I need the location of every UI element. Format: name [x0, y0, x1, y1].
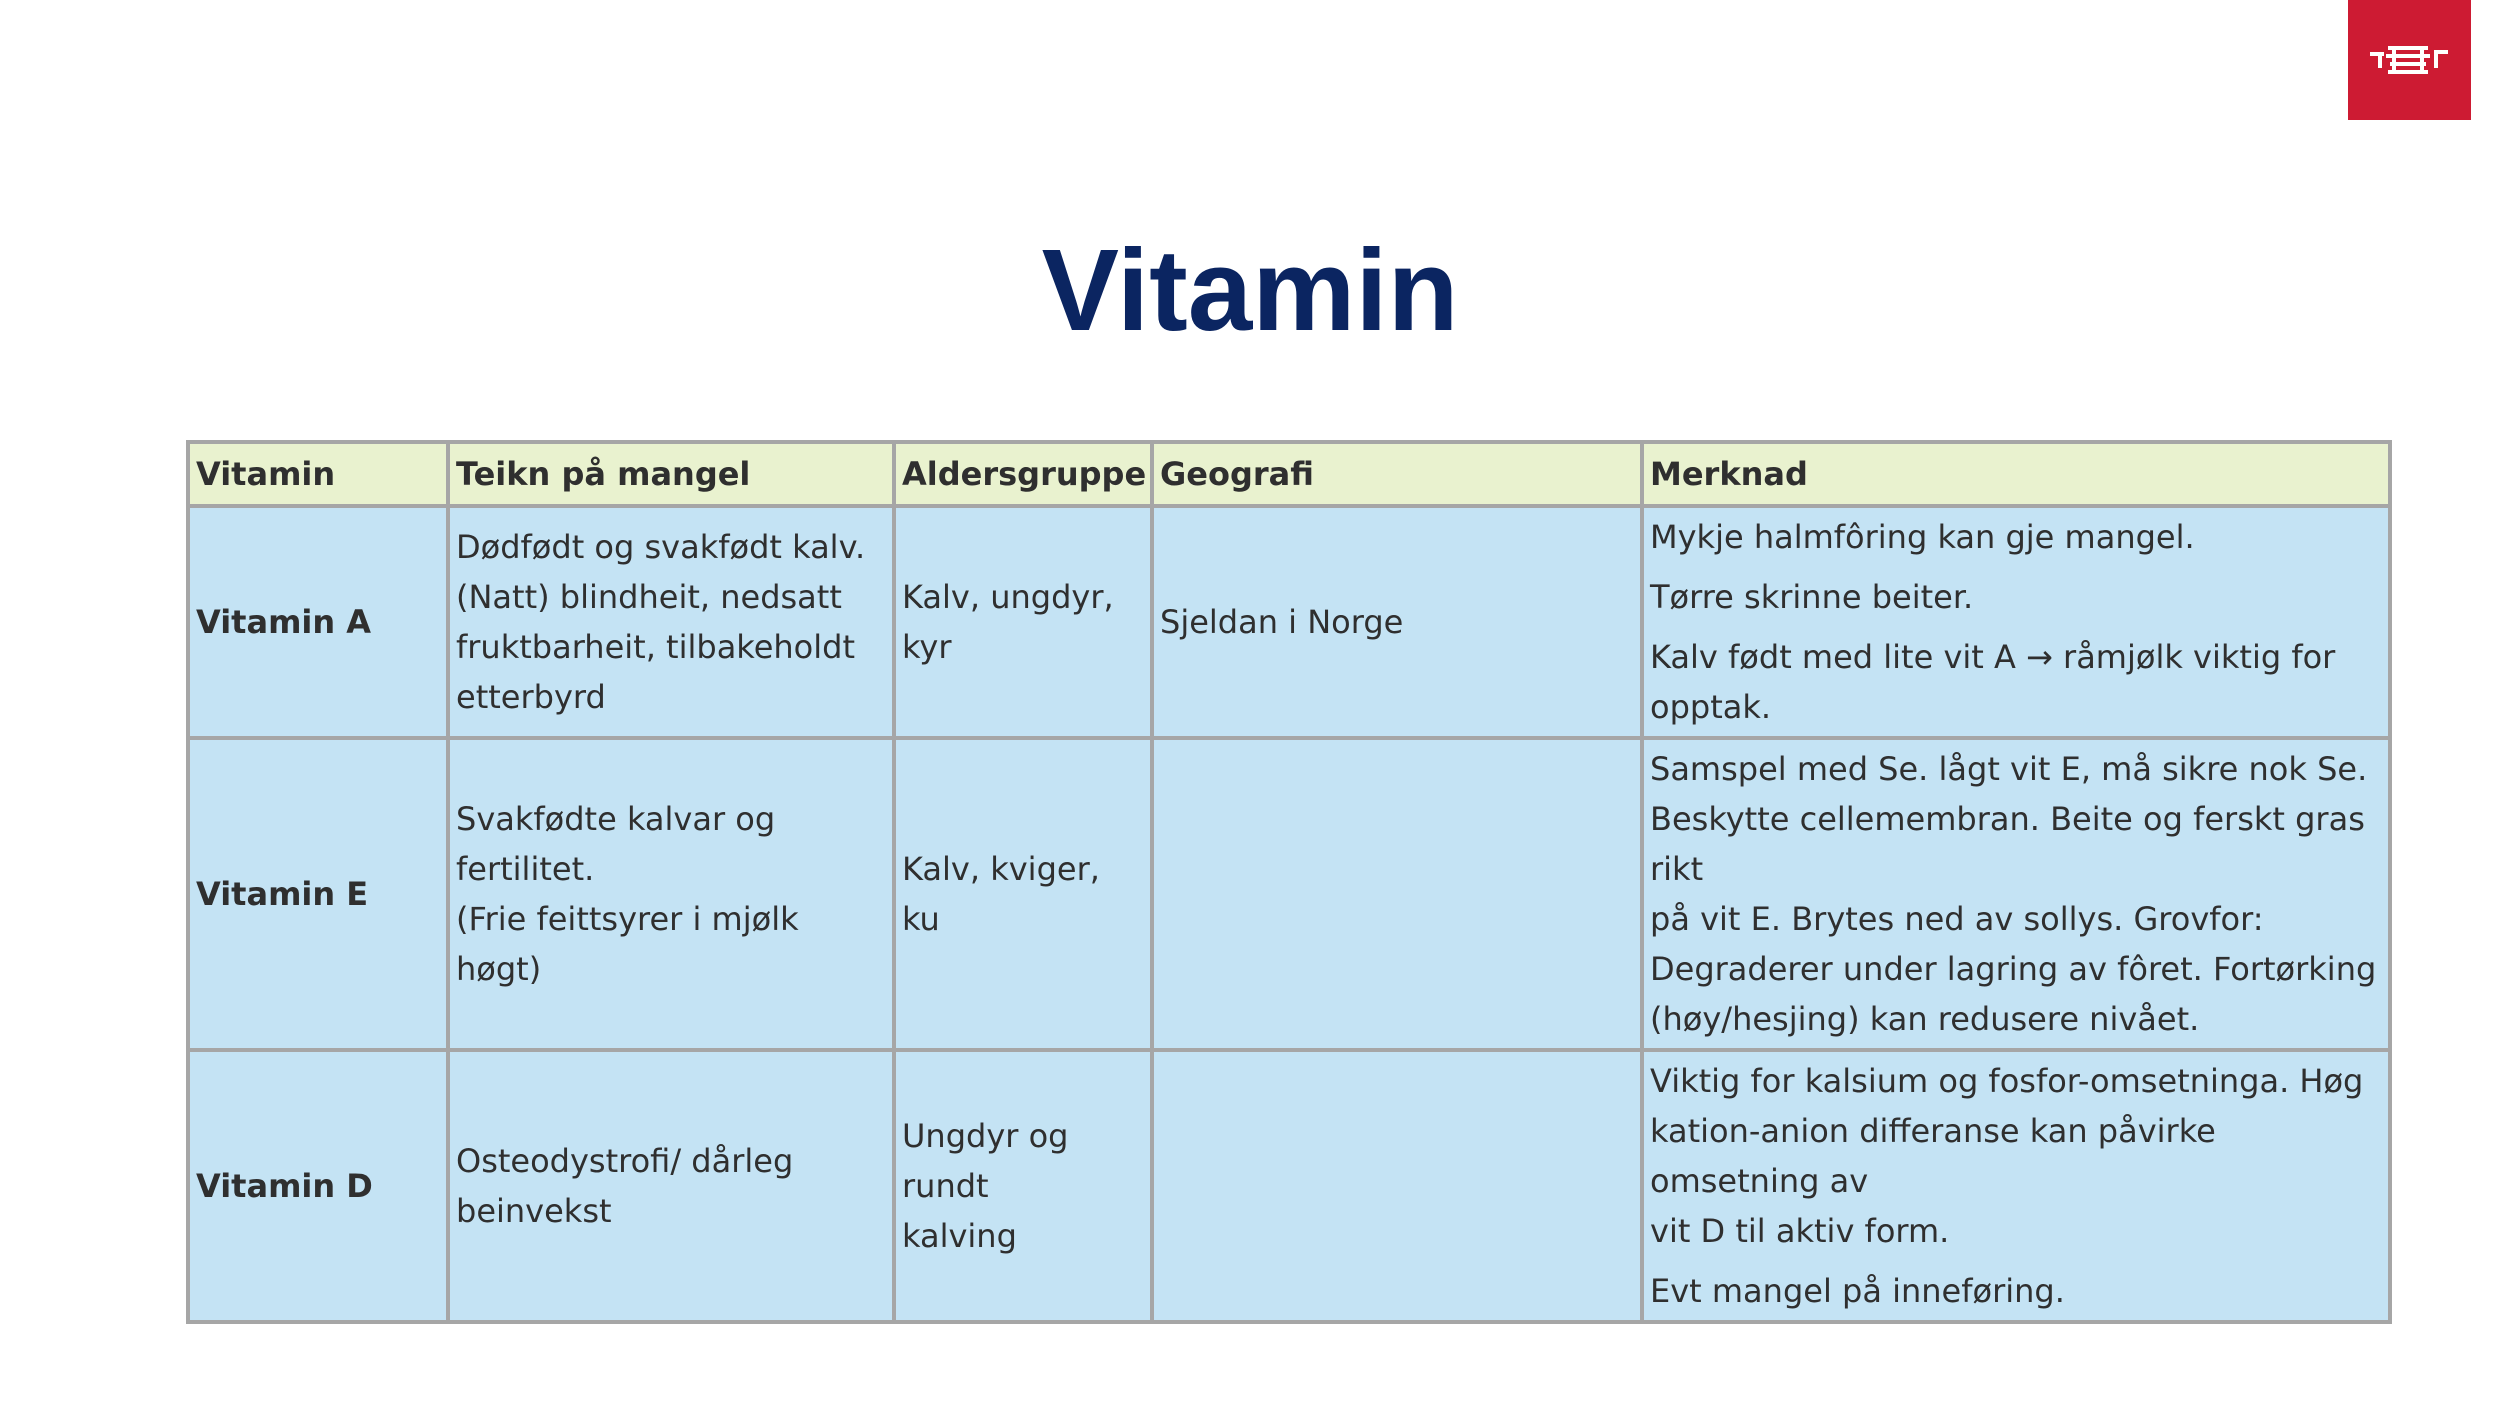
merknad-line: opptak. — [1650, 688, 1772, 726]
teikn-line: (Frie feittsyrer i mjølk høgt) — [456, 900, 799, 988]
aldersgruppe-line: kalving — [902, 1217, 1017, 1255]
header-geografi: Geografi — [1152, 442, 1642, 506]
vitamin-table — [186, 440, 2392, 1324]
geografi-cell — [1152, 1050, 1642, 1322]
table-row — [188, 506, 2390, 738]
header-aldersgruppe: Aldersgruppe — [894, 442, 1152, 506]
geografi-line: Sjeldan i Norge — [1160, 603, 1404, 641]
logo — [2348, 0, 2471, 120]
merknad-line: (høy/hesjing) kan redusere nivået. — [1650, 1000, 2200, 1038]
teikn-line: fruktbarheit, tilbakeholdt — [456, 628, 855, 666]
teikn-line: Svakfødte kalvar og fertilitet. — [456, 800, 776, 888]
header-merknad: Merknad — [1642, 442, 2390, 506]
aldersgruppe-cell — [894, 738, 1152, 1050]
merknad-cell — [1642, 506, 2390, 738]
aldersgruppe-line: Ungdyr og rundt — [902, 1117, 1069, 1205]
teikn-cell — [448, 738, 894, 1050]
aldersgruppe-cell — [894, 1050, 1152, 1322]
merknad-line: Mykje halmfôring kan gje mangel. — [1650, 518, 2195, 556]
merknad-line: Beskytte cellemembran. Beite og ferskt gras rikt — [1650, 800, 2365, 888]
geografi-cell — [1152, 506, 1642, 738]
vitamin-name-cell: Vitamin A — [188, 506, 448, 738]
table-row — [188, 1050, 2390, 1322]
teikn-line: beinvekst — [456, 1192, 612, 1230]
teikn-cell — [448, 1050, 894, 1322]
merknad-line: Samspel med Se. lågt vit E, må sikre nok Se. — [1650, 750, 2368, 788]
merknad-line: Kalv født med lite vit A → råmjølk viktig for — [1650, 638, 2336, 676]
merknad-cell — [1642, 738, 2390, 1050]
aldersgruppe-cell — [894, 506, 1152, 738]
teikn-line: etterbyrd — [456, 678, 606, 716]
header-teikn: Teikn på mangel — [448, 442, 894, 506]
merknad-line: Degraderer under lagring av fôret. Fortørking — [1650, 950, 2377, 988]
teikn-line: Osteodystrofi/ dårleg — [456, 1142, 794, 1180]
vitamin-name-cell: Vitamin E — [188, 738, 448, 1050]
teikn-line: Dødfødt og svakfødt kalv. — [456, 528, 866, 566]
table-header-row — [188, 442, 2390, 506]
vitamin-name-cell: Vitamin D — [188, 1050, 448, 1322]
merknad-line: på vit E. Brytes ned av sollys. Grovfor: — [1650, 900, 2264, 938]
header-vitamin: Vitamin — [188, 442, 448, 506]
merknad-line: Tørre skrinne beiter. — [1650, 578, 1974, 616]
merknad-line: kation-anion differanse kan påvirke omsetning av — [1650, 1112, 2216, 1200]
university-crest-icon — [2368, 40, 2452, 80]
aldersgruppe-line: Kalv, kviger, ku — [902, 850, 1100, 938]
teikn-cell — [448, 506, 894, 738]
merknad-line: vit D til aktiv form. — [1650, 1212, 1950, 1250]
teikn-line: (Natt) blindheit, nedsatt — [456, 578, 842, 616]
page-title: Vitamin — [1041, 225, 1459, 355]
merknad-cell — [1642, 1050, 2390, 1322]
merknad-line: Viktig for kalsium og fosfor-omsetninga. Høg — [1650, 1062, 2364, 1100]
merknad-line: Evt mangel på inneføring. — [1650, 1272, 2065, 1310]
geografi-cell — [1152, 738, 1642, 1050]
table-row — [188, 738, 2390, 1050]
aldersgruppe-line: Kalv, ungdyr, kyr — [902, 578, 1114, 666]
